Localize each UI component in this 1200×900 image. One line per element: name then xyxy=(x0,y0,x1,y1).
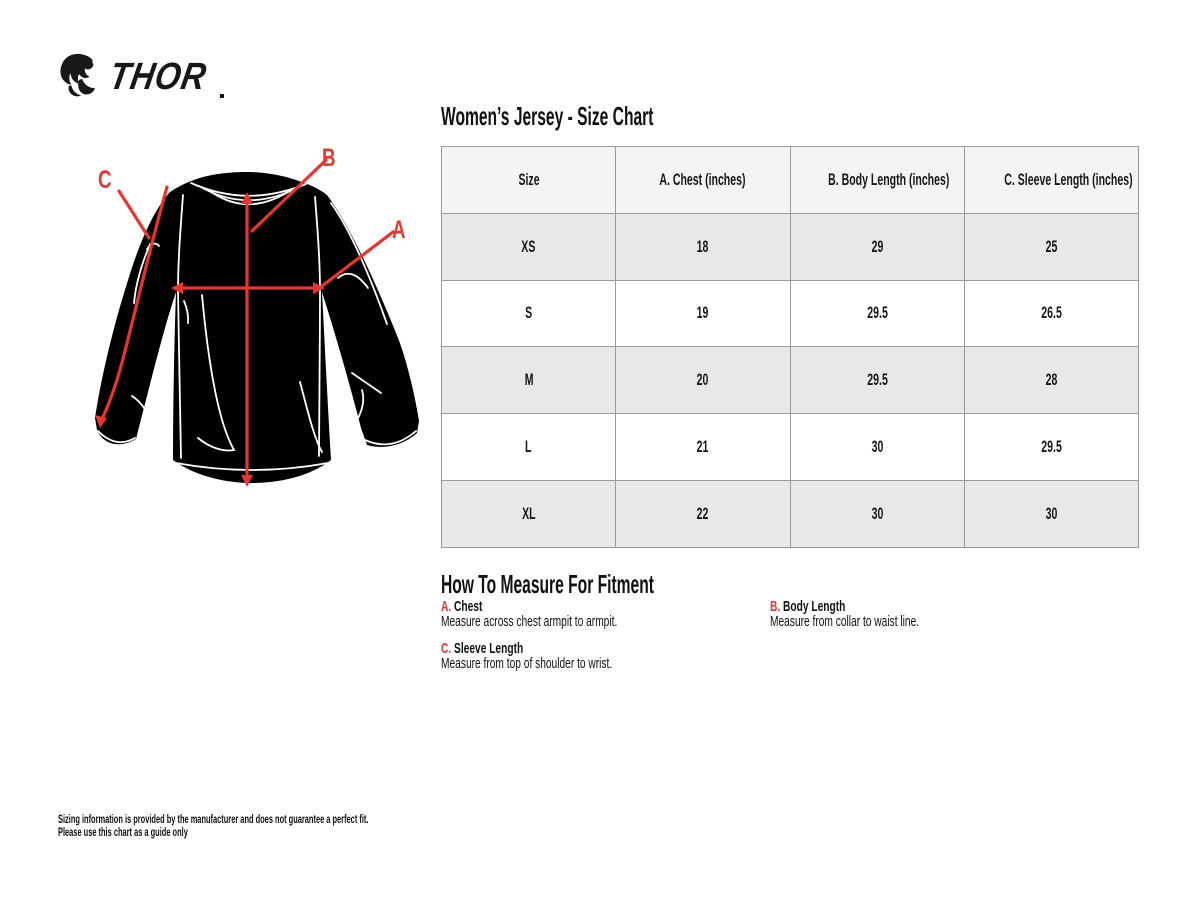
cell-size: XS xyxy=(442,213,616,280)
jersey-silhouette xyxy=(95,172,419,483)
diagram-label-c: C xyxy=(98,165,112,194)
cell-body: 30 xyxy=(790,414,964,481)
thor-logo-text: THOR xyxy=(106,56,210,98)
table-row xyxy=(442,347,1139,414)
thor-logo xyxy=(58,52,224,102)
cell-chest: 18 xyxy=(616,213,790,280)
cell-sleeve: 26.5 xyxy=(964,280,1138,347)
measure-item-body-length: B. Body Length Measure from collar to waist line. xyxy=(770,598,920,630)
thor-ram-head-icon xyxy=(58,52,106,102)
table-row xyxy=(442,414,1139,481)
cell-size: L xyxy=(442,414,616,481)
measure-item-sleeve-length: C. Sleeve Length Measure from top of shoulder to wrist. xyxy=(441,640,613,672)
cell-chest: 20 xyxy=(616,347,790,414)
cell-sleeve: 30 xyxy=(964,480,1138,547)
cell-chest: 19 xyxy=(616,280,790,347)
cell-body: 29 xyxy=(790,213,964,280)
jersey-measurement-diagram xyxy=(60,130,430,510)
table-row xyxy=(442,480,1139,547)
diagram-label-a: A xyxy=(392,215,406,244)
cell-size: M xyxy=(442,347,616,414)
size-chart-table xyxy=(441,146,1139,548)
cell-sleeve: 25 xyxy=(964,213,1138,280)
col-header-chest: A. Chest (inches) xyxy=(616,147,790,214)
cell-body: 30 xyxy=(790,480,964,547)
cell-size: S xyxy=(442,280,616,347)
cell-size: XL xyxy=(442,480,616,547)
diagram-label-b: B xyxy=(322,143,336,172)
thor-logo-trademark-dot xyxy=(220,94,224,98)
table-header-row xyxy=(442,147,1139,214)
sleeve-length-pointer xyxy=(119,191,149,238)
table-row xyxy=(442,280,1139,347)
cell-body: 29.5 xyxy=(790,347,964,414)
col-header-body-length: B. Body Length (inches) xyxy=(790,147,964,214)
page-title: Women’s Jersey - Size Chart xyxy=(441,101,654,131)
cell-body: 29.5 xyxy=(790,280,964,347)
col-header-size: Size xyxy=(442,147,616,214)
cell-sleeve: 28 xyxy=(964,347,1138,414)
cell-chest: 21 xyxy=(616,414,790,481)
cell-sleeve: 29.5 xyxy=(964,414,1138,481)
sizing-disclaimer: Sizing information is provided by the manufacturer and does not guarantee a perfect fit. Please use this chart as a guide only xyxy=(58,812,369,839)
how-to-measure-heading: How To Measure For Fitment xyxy=(441,569,654,599)
cell-chest: 22 xyxy=(616,480,790,547)
col-header-sleeve-length: C. Sleeve Length (inches) xyxy=(964,147,1138,214)
table-row xyxy=(442,213,1139,280)
measure-item-chest: A. Chest Measure across chest armpit to armpit. xyxy=(441,598,618,630)
